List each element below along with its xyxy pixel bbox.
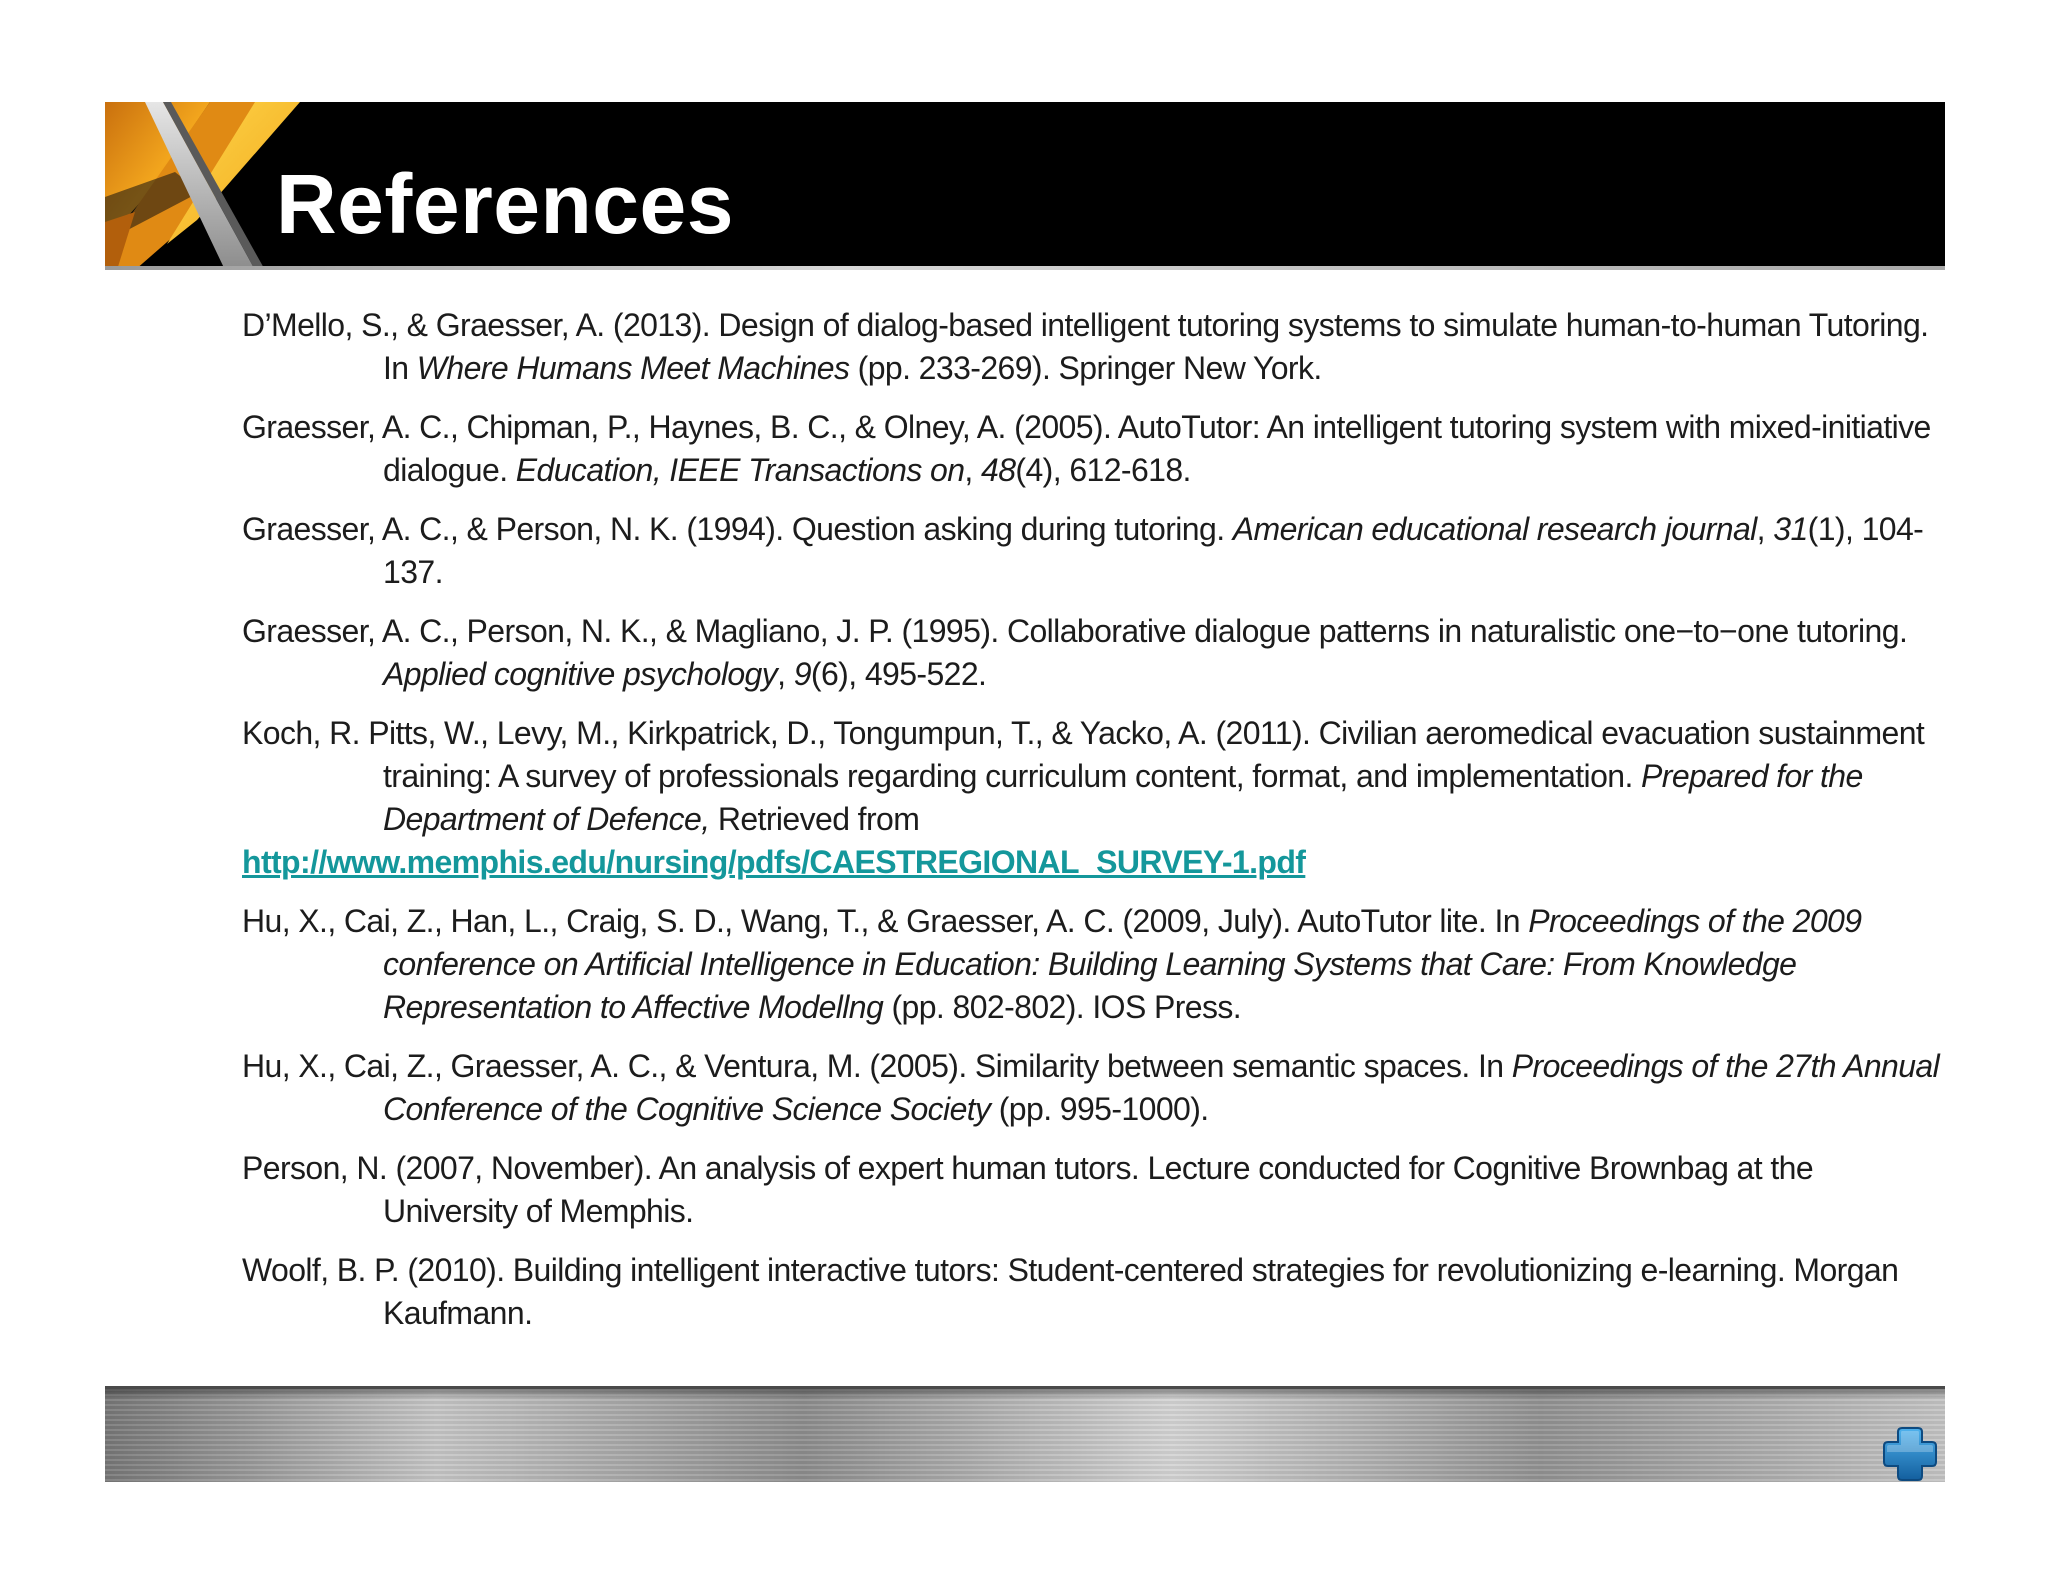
reference-text: (1), 104-137.	[383, 511, 1924, 590]
reference-text: ,	[1756, 511, 1774, 547]
reference-list	[242, 304, 1942, 1351]
reference-entry	[242, 712, 1942, 884]
reference-entry	[242, 406, 1942, 492]
reference-entry	[242, 610, 1942, 696]
slide-title: References	[276, 157, 734, 251]
reference-text: Hu, X., Cai, Z., Han, L., Craig, S. D., Wang, T., & Graesser, A. C. (2009, July). AutoTutor lite. In	[242, 903, 1529, 939]
reference-text: D’Mello, S., & Graesser, A. (2013). Design of dialog-based intelligent tutoring systems to simulate human-to-human Tutoring. In	[242, 307, 1929, 386]
reference-italic-text: American educational research journal	[1232, 511, 1757, 547]
reference-text: Graesser, A. C., Chipman, P., Haynes, B. C., & Olney, A. (2005). AutoTutor: An intelligent tutoring system with mixed-initiative dialogue.	[242, 409, 1931, 488]
plus-cross-icon[interactable]	[1882, 1426, 1938, 1482]
reference-text: (pp. 802-802). IOS Press.	[883, 989, 1242, 1025]
reference-italic-text: Applied cognitive psychology	[383, 656, 778, 692]
reference-text: (6), 495-522.	[810, 656, 987, 692]
reference-text: Retrieved from	[709, 801, 920, 837]
reference-link[interactable]: http://www.memphis.edu/nursing/pdfs/CAESTREGIONAL_SURVEY-1.pdf	[242, 844, 1306, 880]
reference-entry	[242, 900, 1942, 1029]
reference-entry	[242, 1249, 1942, 1335]
reference-text: (4), 612-618.	[1015, 452, 1191, 488]
reference-italic-text: Education, IEEE Transactions on	[515, 452, 965, 488]
reference-text: Woolf, B. P. (2010). Building intelligent interactive tutors: Student-centered strategies for revolutionizing e-learning. Morgan Kaufmann.	[242, 1252, 1899, 1331]
reference-text: Koch, R. Pitts, W., Levy, M., Kirkpatrick, D., Tongumpun, T., & Yacko, A. (2011). Civilian aeromedical evacuation sustainment training: A survey of professionals regarding curriculum content, format, and implementation.	[242, 715, 1925, 794]
reference-italic-text: Proceedings of the 2009 conference on Artificial Intelligence in Education: Building Learning Systems that Care: From Knowledge Representation to Affective Modellng	[383, 903, 1862, 1025]
reference-italic-text: 31	[1773, 511, 1808, 547]
reference-entry	[242, 304, 1942, 390]
reference-entry	[242, 1045, 1942, 1131]
reference-text: ,	[964, 452, 982, 488]
reference-text: (pp. 233-269). Springer New York.	[849, 350, 1322, 386]
reference-italic-text: Prepared for the Department of Defence,	[383, 758, 1863, 837]
reference-italic-text: Where Humans Meet Machines	[416, 350, 850, 386]
reference-entry	[242, 1147, 1942, 1233]
reference-text: (pp. 995-1000).	[990, 1091, 1209, 1127]
reference-italic-text: Proceedings of the 27th Annual Conference of the Cognitive Science Society	[383, 1048, 1940, 1127]
reference-italic-text: 48	[981, 452, 1016, 488]
reference-text: Person, N. (2007, November). An analysis of expert human tutors. Lecture conducted for Cognitive Brownbag at the University of Memphis.	[242, 1150, 1814, 1229]
reference-text: Hu, X., Cai, Z., Graesser, A. C., & Ventura, M. (2005). Similarity between semantic spaces. In	[242, 1048, 1512, 1084]
footer-bar	[105, 1386, 1945, 1482]
reference-italic-text: 9	[793, 656, 811, 692]
reference-entry	[242, 508, 1942, 594]
reference-text: Graesser, A. C., Person, N. K., & Magliano, J. P. (1995). Collaborative dialogue patterns in naturalistic one−to−one tutoring.	[242, 613, 1908, 649]
reference-text: ,	[777, 656, 794, 692]
reference-text: Graesser, A. C., & Person, N. K. (1994). Question asking during tutoring.	[242, 511, 1233, 547]
